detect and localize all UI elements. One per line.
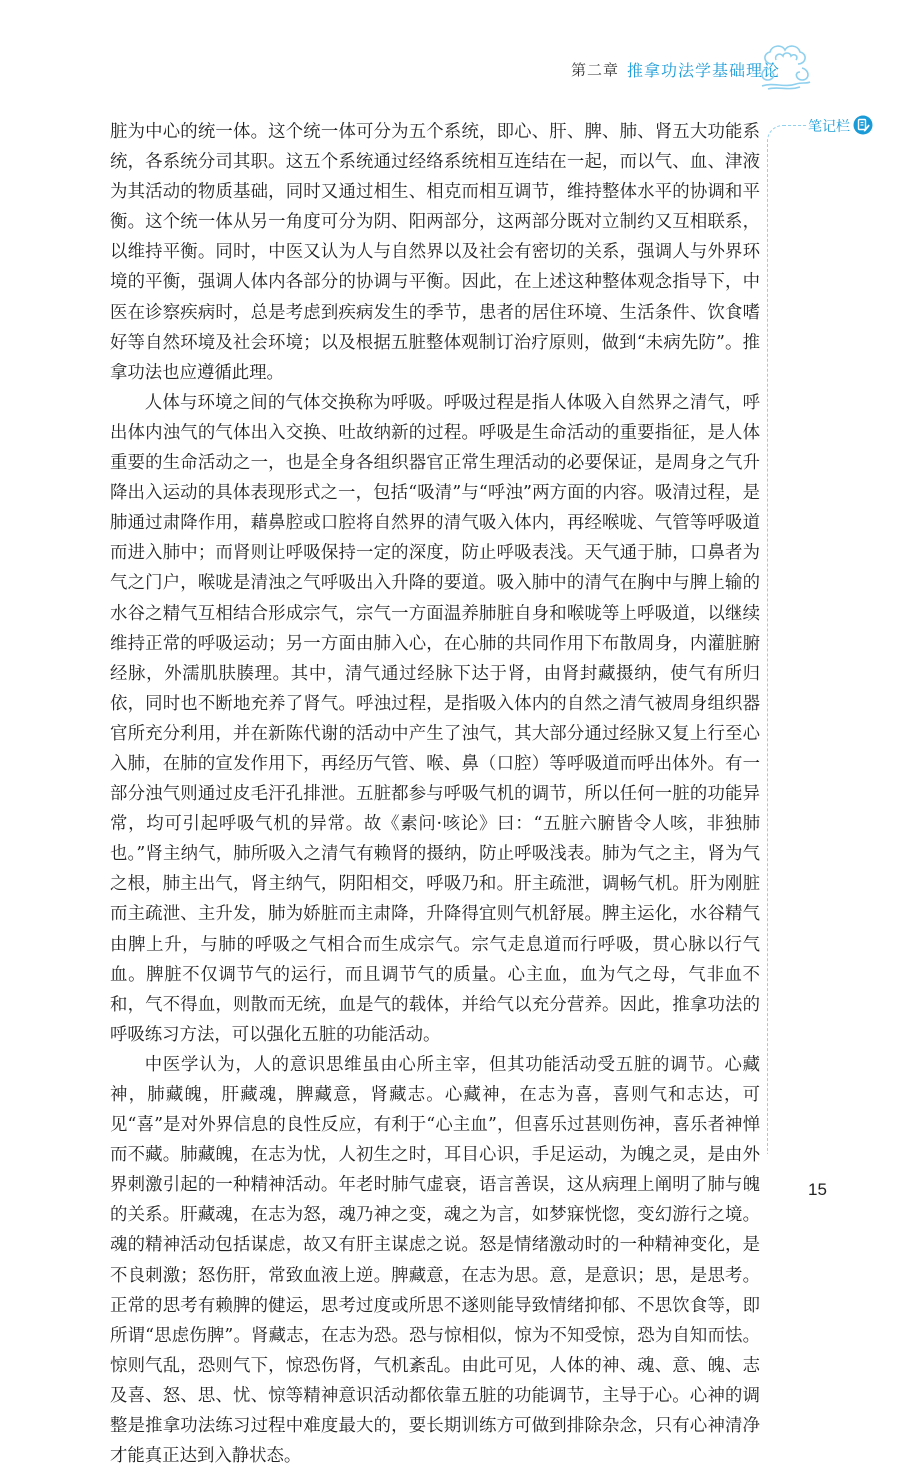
notepad-pencil-icon bbox=[853, 115, 873, 135]
notes-column-label: 笔记栏 bbox=[808, 119, 850, 135]
notes-margin-divider bbox=[767, 125, 806, 1154]
cloud-icon bbox=[754, 42, 816, 92]
chapter-number: 第二章 bbox=[571, 61, 620, 79]
page-number: 15 bbox=[808, 1180, 827, 1199]
running-header bbox=[0, 50, 900, 90]
paragraph: 中医学认为，人的意识思维虽由心所主宰，但其功能活动受五脏的调节。心藏神，肺藏魄，肝藏魂，脾藏意，肾藏志。心藏神，在志为喜，喜则气和志达，可见“喜”是对外界信息的良性反应，有利于“心主血”，但喜乐过甚则伤神，喜乐者神惮而不藏。肺藏魄，在志为忧，人初生之时，耳目心识，手足运动，为魄之灵，是由外界刺激引起的一种精神活动。年老时肺气虚衰，语言善误，这从病理上阐明了肺与魄的关系。肝藏魂，在志为怒，魂乃神之变，魂之为言，如梦寐恍惚，变幻游行之境。魂的精神活动包括谋虑，故又有肝主谋虑之说。怒是情绪激动时的一种精神变化，是不良刺激；怒伤肝，常致血液上逆。脾藏意，在志为思。意，是意识；思，是思考。正常的思考有赖脾的健运，思考过度或所思不遂则能导致情绪抑郁、不思饮食等，即所谓“思虑伤脾”。肾藏志，在志为恐。恐与惊相似，惊为不知受惊，恐为自知而怯。惊则气乱，恐则气下，惊恐伤肾，气机紊乱。由此可见，人体的神、魂、意、魄、志及喜、怒、思、忧、惊等精神意识活动都依靠五脏的功能调节，主导于心。心神的调整是推拿功法练习过程中难度最大的，要长期训练方可做到排除杂念，只有心神清净才能真正达到入静状态。 bbox=[110, 1054, 760, 1467]
chapter-title: 推拿功法学基础理论 bbox=[627, 61, 781, 80]
paragraph: 脏为中心的统一体。这个统一体可分为五个系统，即心、肝、脾、肺、肾五大功能系统，各系统分司其职。这五个系统通过经络系统相互连结在一起，而以气、血、津液为其活动的物质基础，同时又通过相生、相克而相互调节，维持整体水平的协调和平衡。这个统一体从另一角度可分为阴、阳两部分，这两部分既对立制约又互相联系，以维持平衡。同时，中医又认为人与自然界以及社会有密切的关系，强调人与外界环境的平衡，强调人体内各部分的协调与平衡。因此，在上述这种整体观念指导下，中医在诊察疾病时，总是考虑到疾病发生的季节，患者的居住环境、生活条件、饮食嗜好等自然环境及社会环境；以及根据五脏整体观制订治疗原则，做到“未病先防”。推拿功法也应遵循此理。 bbox=[110, 122, 760, 383]
body-text bbox=[110, 117, 760, 1471]
paragraph: 人体与环境之间的气体交换称为呼吸。呼吸过程是指人体吸入自然界之清气，呼出体内浊气的气体出入交换、吐故纳新的过程。呼吸是生命活动的重要指征，是人体重要的生命活动之一，也是全身各组织器官正常生理活动的必要保证，是周身之气升降出入运动的具体表现形式之一，包括“吸清”与“呼浊”两方面的内容。吸清过程，是肺通过肃降作用，藉鼻腔或口腔将自然界的清气吸入体内，再经喉咙、气管等呼吸道而进入肺中；而肾则让呼吸保持一定的深度，防止呼吸表浅。天气通于肺，口鼻者为气之门户，喉咙是清浊之气呼吸出入升降的要道。吸入肺中的清气在胸中与脾上输的水谷之精气互相结合形成宗气，宗气一方面温养肺脏自身和喉咙等上呼吸道，以继续维持正常的呼吸运动；另一方面由肺入心，在心肺的共同作用下布散周身，内灌脏腑经脉，外濡肌肤腠理。其中，清气通过经脉下达于肾，由肾封藏摄纳，使气有所归依，同时也不断地充养了肾气。呼浊过程，是指吸入体内的自然之清气被周身组织器官所充分利用，并在新陈代谢的活动中产生了浊气，其大部分通过经脉又复上行至心入肺，在肺的宣发作用下，再经历气管、喉、鼻（口腔）等呼吸道而呼出体外。有一部分浊气则通过皮毛汗孔排泄。五脏都参与呼吸气机的调节，所以任何一脏的功能异常，均可引起呼吸气机的异常。故《素问·咳论》曰：“五脏六腑皆令人咳，非独肺也。”肾主纳气，肺所吸入之清气有赖肾的摄纳，防止呼吸浅表。肺为气之主，肾为气之根，肺主出气，肾主纳气，阴阳相交，呼吸乃和。肝主疏泄，调畅气机。肝为刚脏而主疏泄、主升发，肺为娇脏而主肃降，升降得宜则气机舒展。脾主运化，水谷精气由脾上升，与肺的呼吸之气相合而生成宗气。宗气走息道而行呼吸，贯心脉以行气血。脾脏不仅调节气的运行，而且调节气的质量。心主血，血为气之母，气非血不和，气不得血，则散而无统，血是气的载体，并给气以充分营养。因此，推拿功法的呼吸练习方法，可以强化五脏的功能活动。 bbox=[110, 392, 760, 1045]
